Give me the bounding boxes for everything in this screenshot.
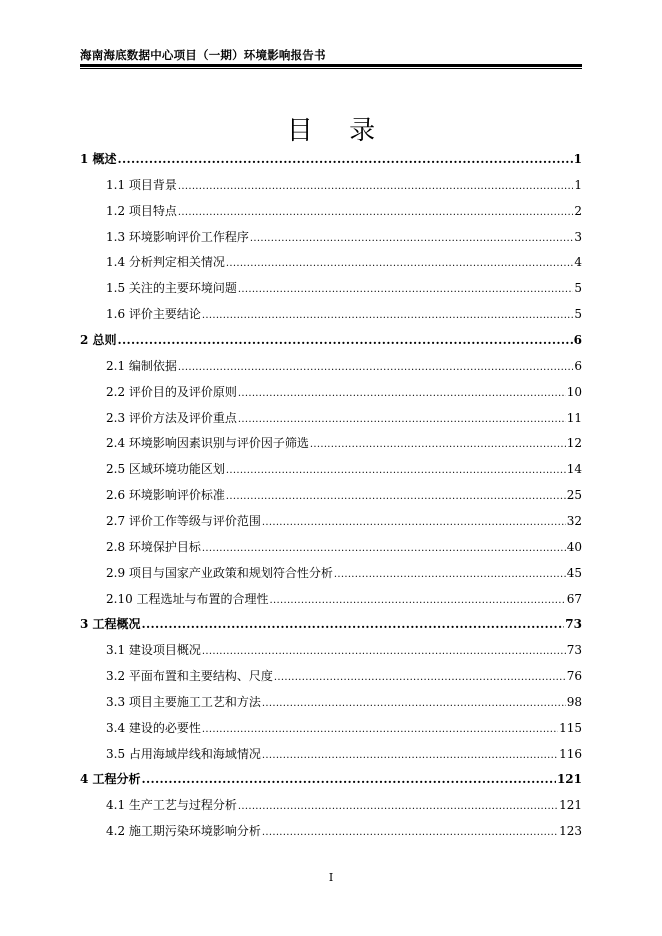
- toc-entry-page-number: 121: [556, 772, 582, 787]
- toc-dot-leader: [238, 384, 566, 400]
- toc-entry-label: 4.2 施工期污染环境影响分析: [106, 824, 261, 839]
- toc-entry-page-number: 5: [574, 307, 582, 322]
- toc-dot-leader: [238, 410, 566, 426]
- toc-dot-leader: [262, 823, 558, 839]
- toc-section-entry[interactable]: [106, 203, 582, 219]
- toc-entry-label: 3.5 占用海域岸线和海域情况: [106, 746, 261, 761]
- toc-entry-page-number: 45: [566, 565, 582, 580]
- toc-chapter-entry[interactable]: [80, 771, 582, 787]
- toc-entry-page-number: 121: [559, 798, 582, 813]
- toc-entry-page-number: 1: [574, 177, 582, 192]
- toc-section-entry[interactable]: [106, 823, 582, 839]
- toc-entry-label: 2.3 评价方法及评价重点: [106, 410, 237, 425]
- toc-section-entry[interactable]: [106, 539, 582, 555]
- toc-entry-label: 2.8 环境保护目标: [106, 539, 201, 554]
- toc-entry-page-number: 3: [574, 229, 582, 244]
- toc-entry-label: 1.2 项目特点: [106, 203, 177, 218]
- toc-entry-label: 1.3 环境影响评价工作程序: [106, 229, 249, 244]
- toc-section-entry[interactable]: [106, 384, 582, 400]
- toc-dot-leader: [274, 668, 566, 684]
- toc-dot-leader: [226, 487, 566, 503]
- toc-dot-leader: [270, 591, 566, 607]
- toc-dot-leader: [178, 358, 573, 374]
- toc-entry-label: 2.10 工程选址与布置的合理性: [106, 591, 269, 606]
- toc-section-entry[interactable]: [106, 591, 582, 607]
- toc-dot-leader: [262, 694, 566, 710]
- toc-dot-leader: [118, 151, 573, 167]
- toc-entry-label: 3.4 建设的必要性: [106, 720, 201, 735]
- toc-dot-leader: [178, 203, 573, 219]
- toc-entry-page-number: 4: [574, 255, 582, 270]
- toc-entry-page-number: 76: [566, 669, 582, 683]
- toc-section-entry[interactable]: [106, 461, 582, 477]
- toc-section-entry[interactable]: [106, 642, 582, 658]
- toc-entry-page-number: 40: [566, 539, 582, 554]
- toc-entry-page-number: 14: [566, 462, 582, 477]
- toc-entry-label: 1 概述: [80, 152, 117, 166]
- toc-entry-label: 3.3 项目主要施工工艺和方法: [106, 694, 261, 709]
- toc-dot-leader: [178, 177, 573, 193]
- toc-section-entry[interactable]: [106, 720, 582, 736]
- toc-dot-leader: [310, 435, 566, 451]
- toc-entry-page-number: 6: [573, 333, 582, 347]
- toc-dot-leader: [250, 229, 573, 245]
- toc-dot-leader: [142, 771, 556, 787]
- toc-entry-page-number: 98: [566, 694, 582, 709]
- toc-dot-leader: [202, 642, 566, 658]
- toc-dot-leader: [238, 797, 558, 813]
- toc-entry-label: 2.5 区域环境功能区划: [106, 462, 225, 477]
- toc-entry-page-number: 6: [574, 358, 582, 373]
- toc-entry-page-number: 5: [574, 281, 582, 296]
- toc-entry-page-number: 115: [559, 720, 582, 735]
- toc-section-entry[interactable]: [106, 280, 582, 296]
- toc-dot-leader: [334, 565, 566, 581]
- toc-entry-label: 2.2 评价目的及评价原则: [106, 384, 237, 399]
- toc-section-entry[interactable]: [106, 229, 582, 245]
- toc-section-entry[interactable]: [106, 358, 582, 374]
- toc-entry-page-number: 2: [574, 203, 582, 218]
- toc-title: 目 录: [286, 116, 390, 146]
- toc-entry-page-number: 11: [566, 410, 582, 425]
- toc-entry-label: 3 工程概况: [80, 617, 141, 632]
- toc-entry-page-number: 25: [566, 488, 582, 503]
- toc-entry-page-number: 1: [573, 152, 582, 166]
- toc-section-entry[interactable]: [106, 565, 582, 581]
- toc-entry-label: 1.4 分析判定相关情况: [106, 255, 225, 270]
- toc-dot-leader: [202, 539, 566, 555]
- toc-chapter-entry[interactable]: [80, 332, 582, 348]
- toc-section-entry[interactable]: [106, 177, 582, 193]
- toc-entry-page-number: 116: [559, 746, 582, 761]
- toc-dot-leader: [262, 513, 566, 529]
- toc-dot-leader: [238, 280, 573, 296]
- toc-dot-leader: [226, 254, 573, 270]
- toc-section-entry[interactable]: [106, 746, 582, 762]
- toc-dot-leader: [202, 720, 558, 736]
- toc-entry-label: 1.5 关注的主要环境问题: [106, 281, 237, 296]
- document-title-header: 海南海底数据中心项目（一期）环境影响报告书: [80, 48, 326, 62]
- toc-dot-leader: [226, 461, 566, 477]
- toc-entry-label: 2.1 编制依据: [106, 358, 177, 373]
- toc-entry-page-number: 67: [566, 591, 582, 606]
- toc-entry-page-number: 12: [566, 436, 582, 451]
- toc-section-entry[interactable]: [106, 410, 582, 426]
- toc-section-entry[interactable]: [106, 487, 582, 503]
- toc-section-entry[interactable]: [106, 797, 582, 813]
- toc-entry-page-number: 10: [566, 384, 582, 399]
- toc-entry-label: 2.7 评价工作等级与评价范围: [106, 513, 261, 528]
- toc-dot-leader: [202, 306, 573, 322]
- toc-entry-label: 2.4 环境影响因素识别与评价因子筛选: [106, 436, 309, 451]
- toc-entry-label: 1.6 评价主要结论: [106, 307, 201, 322]
- toc-entry-label: 3.1 建设项目概况: [106, 643, 201, 658]
- toc-entry-label: 2.6 环境影响评价标准: [106, 488, 225, 503]
- toc-dot-leader: [118, 332, 573, 348]
- toc-chapter-entry[interactable]: [80, 151, 582, 167]
- toc-entry-label: 4 工程分析: [80, 772, 141, 787]
- toc-chapter-entry[interactable]: [80, 616, 582, 632]
- toc-entry-page-number: 73: [565, 617, 582, 632]
- toc-entry-label: 2 总则: [80, 333, 117, 347]
- toc-section-entry[interactable]: [106, 694, 582, 710]
- toc-section-entry[interactable]: [106, 513, 582, 529]
- toc-entry-page-number: 32: [566, 513, 582, 528]
- toc-entry-page-number: 123: [559, 824, 582, 839]
- toc-entry-label: 1.1 项目背景: [106, 177, 177, 192]
- toc-dot-leader: [142, 616, 565, 632]
- toc-entry-page-number: 73: [566, 643, 582, 658]
- toc-section-entry[interactable]: [106, 435, 582, 451]
- toc-section-entry[interactable]: [106, 254, 582, 270]
- toc-dot-leader: [262, 746, 558, 762]
- toc-entry-label: 3.2 平面布置和主要结构、尺度: [106, 669, 273, 683]
- toc-section-entry[interactable]: [106, 306, 582, 322]
- page-number: I: [328, 871, 334, 884]
- toc-section-entry[interactable]: [106, 668, 582, 684]
- toc-entry-label: 2.9 项目与国家产业政策和规划符合性分析: [106, 565, 333, 580]
- toc-entry-label: 4.1 生产工艺与过程分析: [106, 798, 237, 813]
